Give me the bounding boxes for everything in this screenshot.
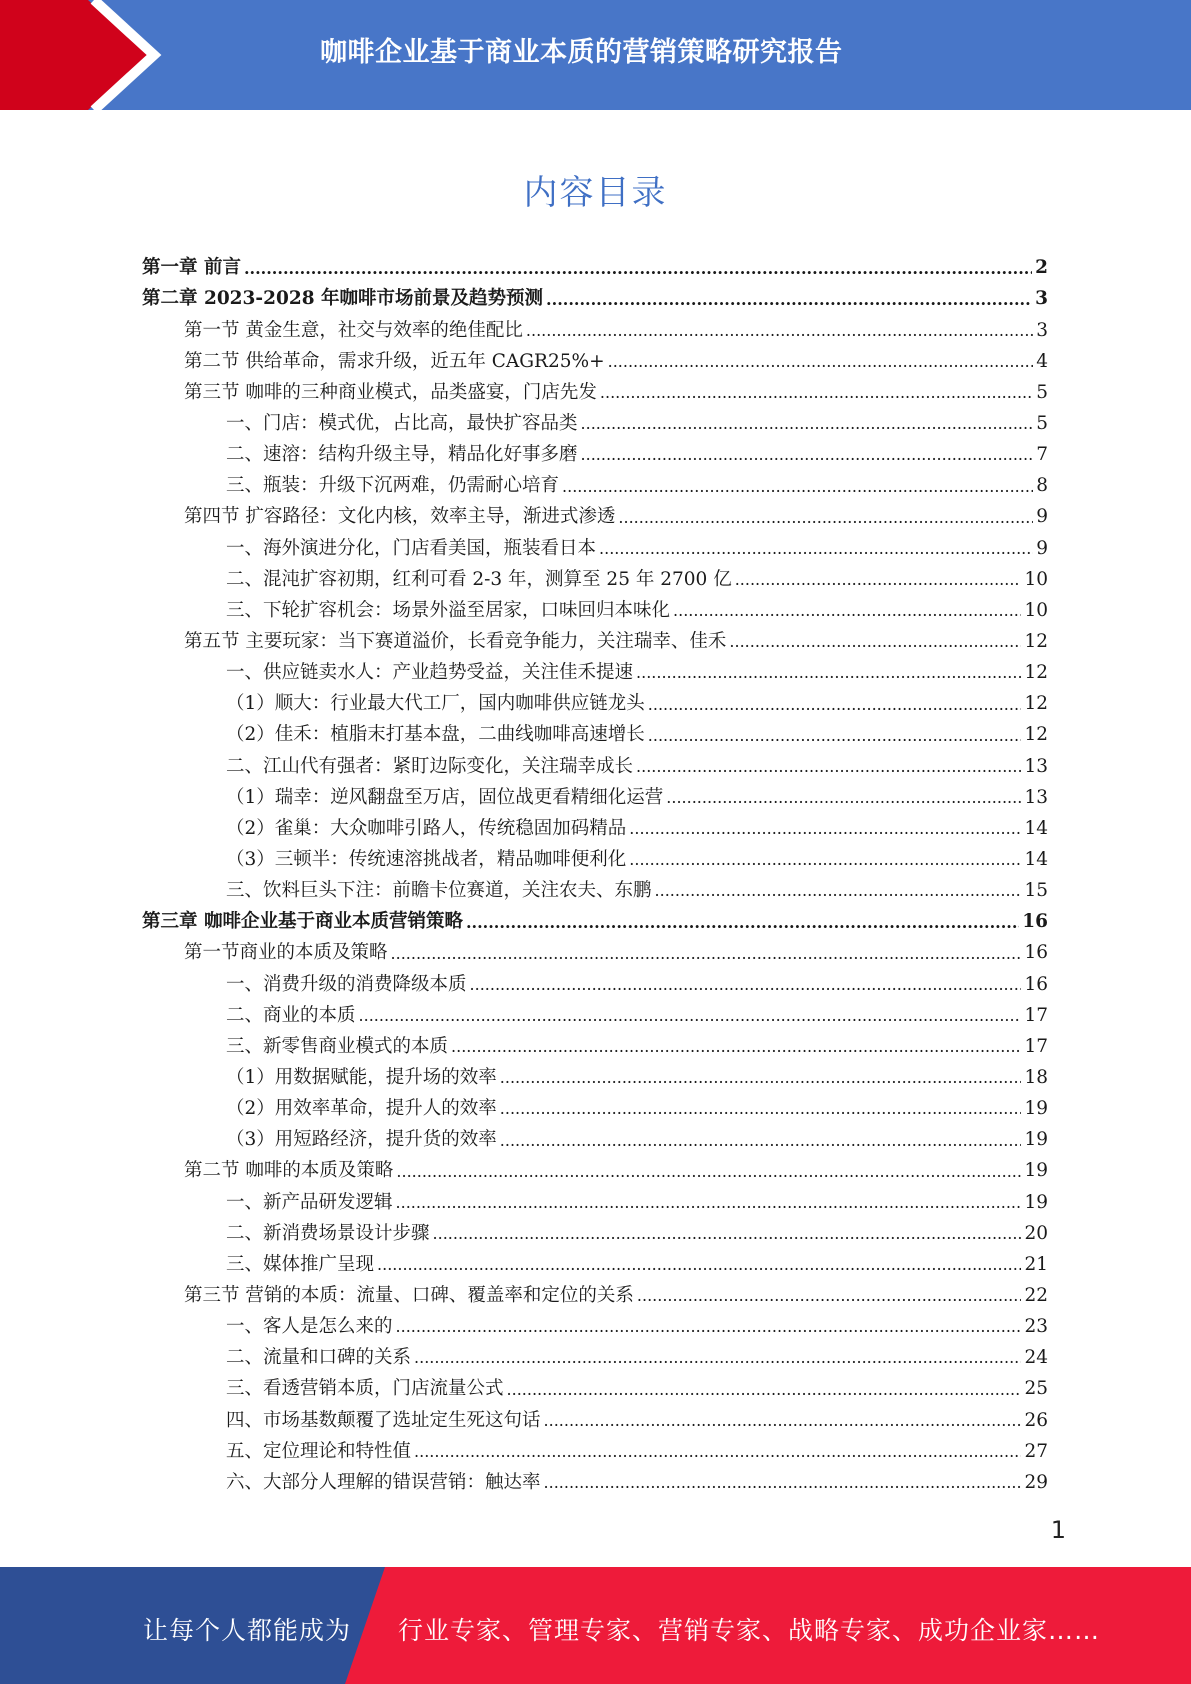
toc-leader-dots [636,757,1021,777]
toc-entry-page: 4 [1036,350,1048,372]
toc-entry-title: 二、流量和口碑的关系 [226,1347,412,1369]
toc-leader-dots [637,1286,1022,1306]
toc-entry-page: 12 [1024,662,1048,684]
toc-entry-page: 26 [1024,1409,1048,1431]
toc-entry-page: 10 [1024,568,1048,590]
toc-entry-title: 二、混沌扩容初期，红利可看 2-3 年，测算至 25 年 2700 亿 [226,568,732,590]
toc-leader-dots [396,1162,1021,1182]
header-red-chevron [0,0,148,110]
toc-entry-title: 四、市场基数颠覆了选址定生死这句话 [226,1409,541,1431]
toc-entry-title: 五、定位理论和特性值 [226,1440,412,1462]
toc-entry-title: 二、新消费场景设计步骤 [226,1222,430,1244]
toc-entry-page: 23 [1024,1316,1048,1338]
toc-entry-title: 三、媒体推广呈现 [226,1253,375,1275]
toc-entry[interactable] [142,409,1048,440]
toc-entry-title: 第三节 营销的本质：流量、口碑、覆盖率和定位的关系 [184,1284,634,1306]
toc-leader-dots [546,290,1032,310]
toc-entry-page: 9 [1036,506,1048,528]
toc-entry-title: 一、客人是怎么来的 [226,1316,393,1338]
toc-entry-title: （1）用数据赋能，提升场的效率 [226,1066,497,1088]
toc-entry[interactable] [142,1467,1048,1498]
toc-entry[interactable] [142,564,1048,595]
toc-entry[interactable] [142,720,1048,751]
toc-entry-title: 三、瓶装：升级下沉两难，仍需耐心培育 [226,475,560,497]
toc-entry-title: 三、看透营销本质，门店流量公式 [226,1378,504,1400]
toc-entry-title: 第一节 黄金生意，社交与效率的绝佳配比 [184,319,523,341]
toc-entry-title: 三、新零售商业模式的本质 [226,1035,449,1057]
toc-entry-page: 17 [1024,1035,1048,1057]
toc-entry-title: （1）瑞幸：逆风翻盘至万店，固位战更看精细化运营 [226,786,664,808]
toc-entry-page: 13 [1024,755,1048,777]
toc-entry-title: 一、新产品研发逻辑 [226,1191,393,1213]
toc-entry-title: 一、供应链卖水人：产业趋势受益，关注佳禾提速 [226,662,634,684]
toc-entry-page: 3 [1036,319,1048,341]
toc-entry-page: 19 [1024,1160,1048,1182]
toc-entry-title: 二、速溶：结构升级主导，精品化好事多磨 [226,444,578,466]
toc-entry[interactable] [142,440,1048,471]
toc-leader-dots [500,1099,1022,1119]
toc-entry[interactable] [142,315,1048,346]
toc-entry[interactable] [142,751,1048,782]
toc-leader-dots [544,1411,1022,1431]
toc-entry-page: 25 [1024,1378,1048,1400]
toc-entry[interactable] [142,378,1048,409]
toc-leader-dots [648,726,1022,746]
toc-leader-dots [526,321,1033,341]
toc-entry-title: 三、饮料巨头下注：前瞻卡位赛道，关注农夫、东鹏 [226,880,652,902]
toc-entry-title: （2）佳禾：植脂末打基本盘，二曲线咖啡高速增长 [226,724,645,746]
toc-entry-page: 10 [1024,599,1048,621]
toc-entry-page: 12 [1024,693,1048,715]
report-title: 咖啡企业基于商业本质的营销策略研究报告 [320,37,843,68]
toc-leader-dots [581,445,1034,465]
toc-entry[interactable] [142,1343,1048,1374]
toc-entry[interactable] [142,814,1048,845]
toc-entry[interactable] [142,689,1048,720]
toc-leader-dots [500,1131,1022,1151]
toc-entry-page: 16 [1022,911,1048,933]
table-of-contents [142,253,1048,1499]
footer-banner [0,1567,1191,1684]
toc-entry-page: 5 [1036,413,1048,435]
toc-entry-page: 9 [1036,537,1048,559]
page-number: 1 [1050,1516,1066,1544]
toc-entry[interactable] [142,1125,1048,1156]
toc-leader-dots [396,1193,1022,1213]
toc-leader-dots [414,1348,1021,1368]
toc-entry-title: （2）用效率革命，提升人的效率 [226,1098,497,1120]
toc-entry-page: 19 [1024,1098,1048,1120]
toc-leader-dots [451,1037,1021,1057]
toc-entry[interactable] [142,1374,1048,1405]
toc-leader-dots [655,881,1022,901]
toc-entry[interactable] [142,845,1048,876]
toc-entry[interactable] [142,1312,1048,1343]
toc-entry-title: 三、下轮扩容机会：场景外溢至居家，口味回归本味化 [226,599,671,621]
toc-entry[interactable] [142,596,1048,627]
toc-heading: 内容目录 [523,173,668,213]
toc-entry-page: 7 [1036,444,1048,466]
toc-entry[interactable] [142,1156,1048,1187]
toc-entry[interactable] [142,1000,1048,1031]
toc-entry[interactable] [142,1405,1048,1436]
toc-entry[interactable] [142,471,1048,502]
toc-leader-dots [562,477,1033,497]
toc-entry[interactable] [142,1032,1048,1063]
toc-entry[interactable] [142,658,1048,689]
toc-entry[interactable] [142,1281,1048,1312]
toc-entry-page: 29 [1024,1471,1048,1493]
toc-leader-dots [666,788,1021,808]
toc-entry-page: 20 [1024,1222,1048,1244]
toc-entry-title: 第三节 咖啡的三种商业模式，品类盛宴，门店先发 [184,381,597,403]
toc-entry[interactable] [142,627,1048,658]
toc-entry-title: （1）顺大：行业最大代工厂，国内咖啡供应链龙头 [226,693,645,715]
toc-entry-title: 第二章 2023-2028 年咖啡市场前景及趋势预测 [142,288,544,310]
toc-entry[interactable] [142,1187,1048,1218]
toc-leader-dots [507,1380,1022,1400]
toc-entry-page: 16 [1024,942,1048,964]
toc-entry-page: 19 [1024,1191,1048,1213]
toc-entry-title: 一、消费升级的消费降级本质 [226,973,467,995]
toc-leader-dots [396,1317,1022,1337]
toc-leader-dots [599,539,1033,559]
toc-entry-page: 5 [1036,381,1048,403]
toc-leader-dots [636,663,1021,683]
toc-entry-title: （3）用短路经济，提升货的效率 [226,1129,497,1151]
toc-leader-dots [500,1068,1022,1088]
toc-entry-page: 2 [1035,257,1048,279]
toc-entry[interactable] [142,782,1048,813]
toc-entry-page: 12 [1024,724,1048,746]
toc-entry[interactable] [142,533,1048,564]
toc-entry-page: 16 [1024,973,1048,995]
toc-entry-page: 8 [1036,475,1048,497]
toc-entry-title: 第五节 主要玩家：当下赛道溢价，长看竞争能力，关注瑞幸、佳禾 [184,631,727,652]
toc-entry[interactable] [142,346,1048,377]
toc-entry-title: 一、门店：模式优，占比高，最快扩容品类 [226,413,578,435]
toc-entry-title: 六、大部分人理解的错误营销：触达率 [226,1471,541,1493]
header-banner [0,0,1191,110]
footer-slogan-left: 让每个人都能成为 [143,1616,352,1645]
toc-leader-dots [729,632,1021,652]
toc-entry-page: 24 [1024,1347,1048,1369]
toc-entry-page: 17 [1024,1004,1048,1026]
toc-entry[interactable] [142,938,1048,969]
toc-entry-title: 二、商业的本质 [226,1004,356,1026]
toc-leader-dots [377,1255,1021,1275]
toc-entry[interactable] [142,253,1048,284]
toc-entry-page: 14 [1024,817,1048,839]
toc-entry-title: 第一章 前言 [142,257,241,279]
toc-leader-dots [629,819,1021,839]
toc-entry-title: 二、江山代有强者：紧盯边际变化，关注瑞幸成长 [226,755,634,777]
toc-leader-dots [466,913,1019,933]
toc-entry[interactable] [142,502,1048,533]
toc-entry-title: 第四节 扩容路径：文化内核，效率主导，渐进式渗透 [184,506,616,528]
toc-leader-dots [414,1442,1021,1462]
toc-leader-dots [470,975,1022,995]
toc-entry-title: 第三章 咖啡企业基于商业本质营销策略 [142,911,463,933]
toc-leader-dots [433,1224,1022,1244]
toc-entry-page: 15 [1024,880,1048,902]
toc-entry-title: 一、海外演进分化，门店看美国，瓶装看日本 [226,537,597,559]
toc-entry-page: 14 [1024,848,1048,870]
toc-leader-dots [581,414,1034,434]
toc-entry-title: （2）雀巢：大众咖啡引路人，传统稳固加码精品 [226,817,627,839]
toc-entry[interactable] [142,876,1048,907]
toc-entry[interactable] [142,1063,1048,1094]
toc-leader-dots [608,352,1034,372]
toc-entry-page: 22 [1024,1284,1048,1306]
toc-entry-page: 12 [1024,631,1048,652]
toc-entry-page: 13 [1024,786,1048,808]
toc-entry-page: 21 [1024,1253,1048,1275]
toc-entry-page: 3 [1035,288,1048,310]
toc-leader-dots [600,383,1033,403]
toc-entry-page: 19 [1024,1129,1048,1151]
toc-entry-page: 18 [1024,1066,1048,1088]
toc-leader-dots [735,570,1022,590]
toc-leader-dots [359,1006,1022,1026]
toc-leader-dots [544,1473,1022,1493]
toc-leader-dots [673,601,1021,621]
toc-leader-dots [648,695,1022,715]
toc-leader-dots [244,259,1032,279]
toc-entry-title: 第二节 供给革命，需求升级，近五年 CAGR25%+ [184,350,605,372]
toc-entry[interactable] [142,1436,1048,1467]
toc-leader-dots [618,508,1033,528]
toc-entry-title: 第二节 咖啡的本质及策略 [184,1160,394,1182]
toc-entry[interactable] [142,284,1048,315]
toc-leader-dots [391,944,1022,964]
toc-entry[interactable] [142,969,1048,1000]
toc-entry-title: 第一节商业的本质及策略 [184,942,388,964]
footer-slogan-right: 行业专家、管理专家、营销专家、战略专家、成功企业家…… [398,1616,1101,1645]
toc-entry[interactable] [142,1218,1048,1249]
toc-entry-page: 27 [1024,1440,1048,1462]
toc-entry[interactable] [142,1094,1048,1125]
toc-leader-dots [629,850,1021,870]
toc-entry[interactable] [142,907,1048,938]
toc-entry[interactable] [142,1250,1048,1281]
toc-entry-title: （3）三顿半：传统速溶挑战者，精品咖啡便利化 [226,848,627,870]
